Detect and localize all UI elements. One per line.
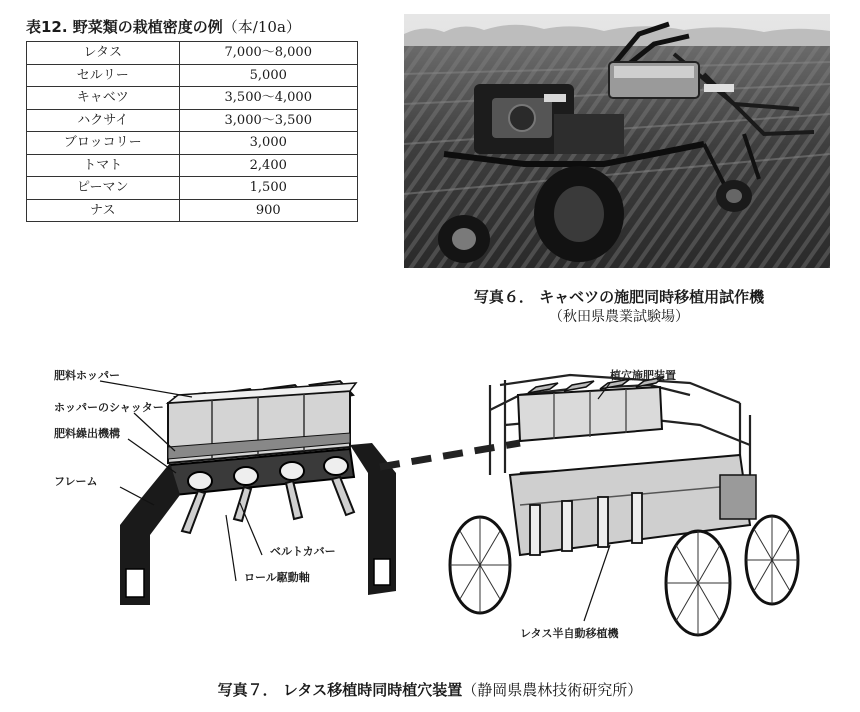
table-caption	[26, 16, 301, 37]
table-row	[27, 177, 358, 200]
vegetable-cell: レタス	[27, 42, 180, 65]
label-shutter: ホッパーのシャッター	[54, 401, 164, 414]
vegetable-cell: セルリー	[27, 64, 180, 87]
label-transplanter: レタス半自動移植機	[520, 627, 619, 640]
photo7-caption-line	[0, 679, 860, 700]
photo7-source: （静岡県農林技術研究所）	[462, 681, 643, 699]
vegetable-cell: キャベツ	[27, 87, 180, 110]
density-cell: 7,000～8,000	[179, 42, 358, 65]
label-frame: フレーム	[54, 475, 98, 488]
table-row	[27, 87, 358, 110]
label-hole-device: 植穴施肥装置	[610, 369, 676, 382]
label-feeder: 肥料繰出機構	[54, 427, 120, 440]
density-cell: 1,500	[179, 177, 358, 200]
density-cell: 3,500～4,000	[179, 87, 358, 110]
connector-dashes	[380, 443, 520, 467]
vegetable-cell: ブロッコリー	[27, 132, 180, 155]
photo7-caption: 写真７． レタス移植時同時植穴装置	[217, 681, 463, 699]
hopper-unit-drawing	[54, 368, 396, 605]
planting-density-table	[26, 41, 358, 222]
label-hopper: 肥料ホッパー	[54, 369, 120, 382]
table-row	[27, 154, 358, 177]
table-unit: （本/10a）	[222, 18, 301, 36]
photo6-caption: 写真６． キャベツの施肥同時移植用試作機	[473, 288, 765, 306]
density-cell: 900	[179, 199, 358, 222]
photo-cabbage-transplanter	[404, 14, 830, 268]
transplanter-drawing	[450, 368, 798, 640]
density-cell: 2,400	[179, 154, 358, 177]
label-belt-cover: ベルトカバー	[270, 545, 336, 558]
table-row	[27, 42, 358, 65]
table-row	[27, 109, 358, 132]
vegetable-cell: ピーマン	[27, 177, 180, 200]
vegetable-cell: トマト	[27, 154, 180, 177]
vegetable-cell: ハクサイ	[27, 109, 180, 132]
table-row	[27, 199, 358, 222]
density-cell: 3,000～3,500	[179, 109, 358, 132]
diagram-lettuce-hole-device	[50, 355, 830, 665]
density-cell: 3,000	[179, 132, 358, 155]
photo6-source: （秋田県農業試験場）	[549, 309, 689, 325]
density-cell: 5,000	[179, 64, 358, 87]
table-title: 表12. 野菜類の栽植密度の例	[26, 18, 223, 36]
table-row	[27, 64, 358, 87]
label-roll-shaft: ロール駆動軸	[244, 571, 310, 584]
table-row	[27, 132, 358, 155]
vegetable-cell: ナス	[27, 199, 180, 222]
